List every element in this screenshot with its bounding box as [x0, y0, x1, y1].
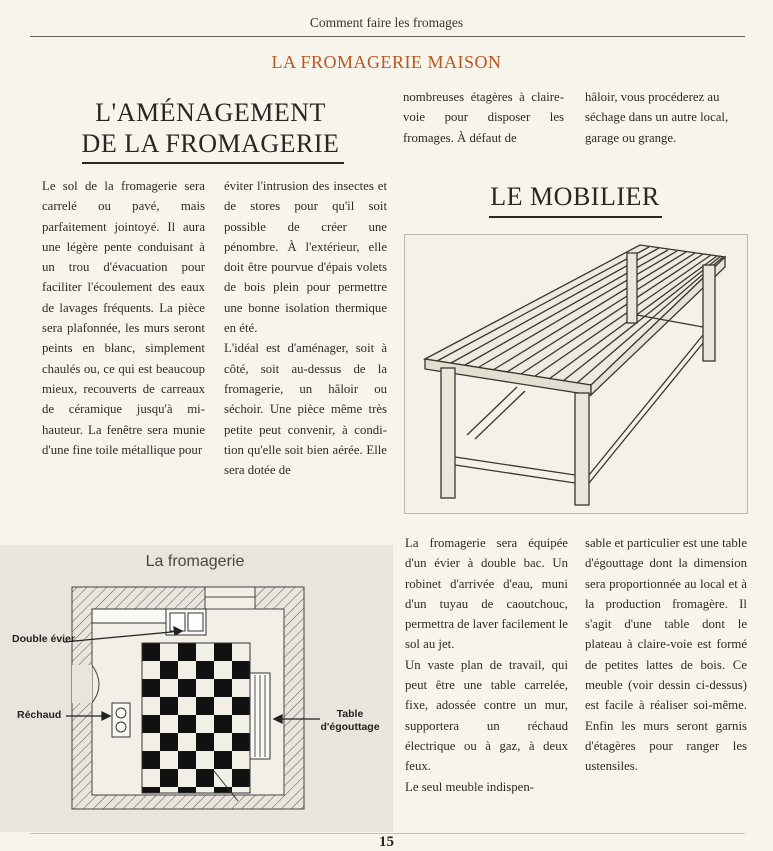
draining-table-illustration — [404, 234, 748, 514]
main-title-line-1: L'AMÉNAGEMENT — [95, 98, 326, 127]
paragraph: sable et particulier est une table d'égouttage dont la dimension sera proportionnée au local et à la production fromagère. Il s'agit d'une table dont le plateau à claire-voie est formé de petites lattes de bois. Ce meuble (voir dessin ci-dessus) est facile à réaliser soi-même. Enfin les murs seront garnis d'étagères pour ranger les ustensiles. — [585, 536, 747, 774]
text-column-4 — [585, 87, 747, 148]
section-title: LA FROMAGERIE MAISON — [271, 52, 502, 72]
draining-table-label — [320, 708, 380, 734]
draining-table-label-line-2: d'égouttage — [320, 721, 380, 733]
sink-label: Double évier — [12, 633, 76, 645]
draining-table-label-line-1: Table — [336, 708, 364, 720]
paragraph: nombreuses étagères à claire-voie pour disposer les fromages. À défaut de — [403, 90, 564, 145]
paragraph: Le sol de la fromagerie sera carrelé ou pavé, mais parfaitement jointoyé. Il aura une légère pente conduisant à un trou d'évacuation pour faciliter l'écoulement des eaux de lavages fréquents. La pièce sera plafonnée, les murs seront peints en blanc, simplement chaulés ou, ce qui est beaucoup mieux, recouverts de carreaux de céramique jusqu'à mi-hauteur. La fenêtre sera munie d'une fine toile métallique pour — [42, 179, 205, 457]
main-title-line-2: DE LA FROMAGERIE — [81, 129, 340, 158]
paragraph: La fromagerie sera équipée d'un évier à double bac. Un robinet d'arrivée d'eau, muni d'un tuyau de caoutchouc, permettra de laver facilement le sol au jet. — [405, 536, 568, 652]
page-number: 15 — [379, 834, 394, 850]
paragraph: L'idéal est d'aménager, soit à côté, soit au-dessus de la fromagerie, un hâloir ou séchoir. Une pièce même très petite peut convenir, à condition qu'elle soit bien aérée. Elle sera dotée de — [224, 341, 387, 478]
text-column-2 — [224, 176, 387, 480]
floor-plan-title: La fromagerie — [145, 553, 245, 570]
text-column-3 — [403, 87, 564, 148]
text-column-5 — [405, 533, 568, 797]
paragraph: hâloir, vous procéderez au séchage dans un autre local, garage ou grange. — [585, 90, 729, 145]
paragraph: Un vaste plan de travail, qui peut être une table carrelée, fixe, adossée contre un mur, supportera un réchaud électrique ou à gaz, à deux feux. — [405, 657, 568, 774]
paragraph: éviter l'intrusion des insectes et de stores pour qu'il soit possible de créer une pénombre. À l'extérieur, elle doit être pourvue d'épais volets de bois plein pour permettre une bonne isolation thermique en été. — [224, 179, 387, 336]
text-column-6 — [585, 533, 747, 777]
text-column-1 — [42, 176, 205, 460]
stove-label: Réchaud — [17, 709, 62, 721]
subsection-underline — [489, 216, 662, 218]
floor-plan-diagram — [0, 575, 393, 832]
paragraph: Le seul meuble indispen- — [405, 779, 534, 794]
running-head: Comment faire les fromages — [309, 15, 464, 30]
draining-table-icon — [405, 235, 747, 513]
main-title — [38, 97, 383, 159]
main-title-underline — [82, 162, 344, 164]
header-rule — [30, 36, 745, 37]
subsection-title: LE MOBILIER — [490, 182, 660, 211]
